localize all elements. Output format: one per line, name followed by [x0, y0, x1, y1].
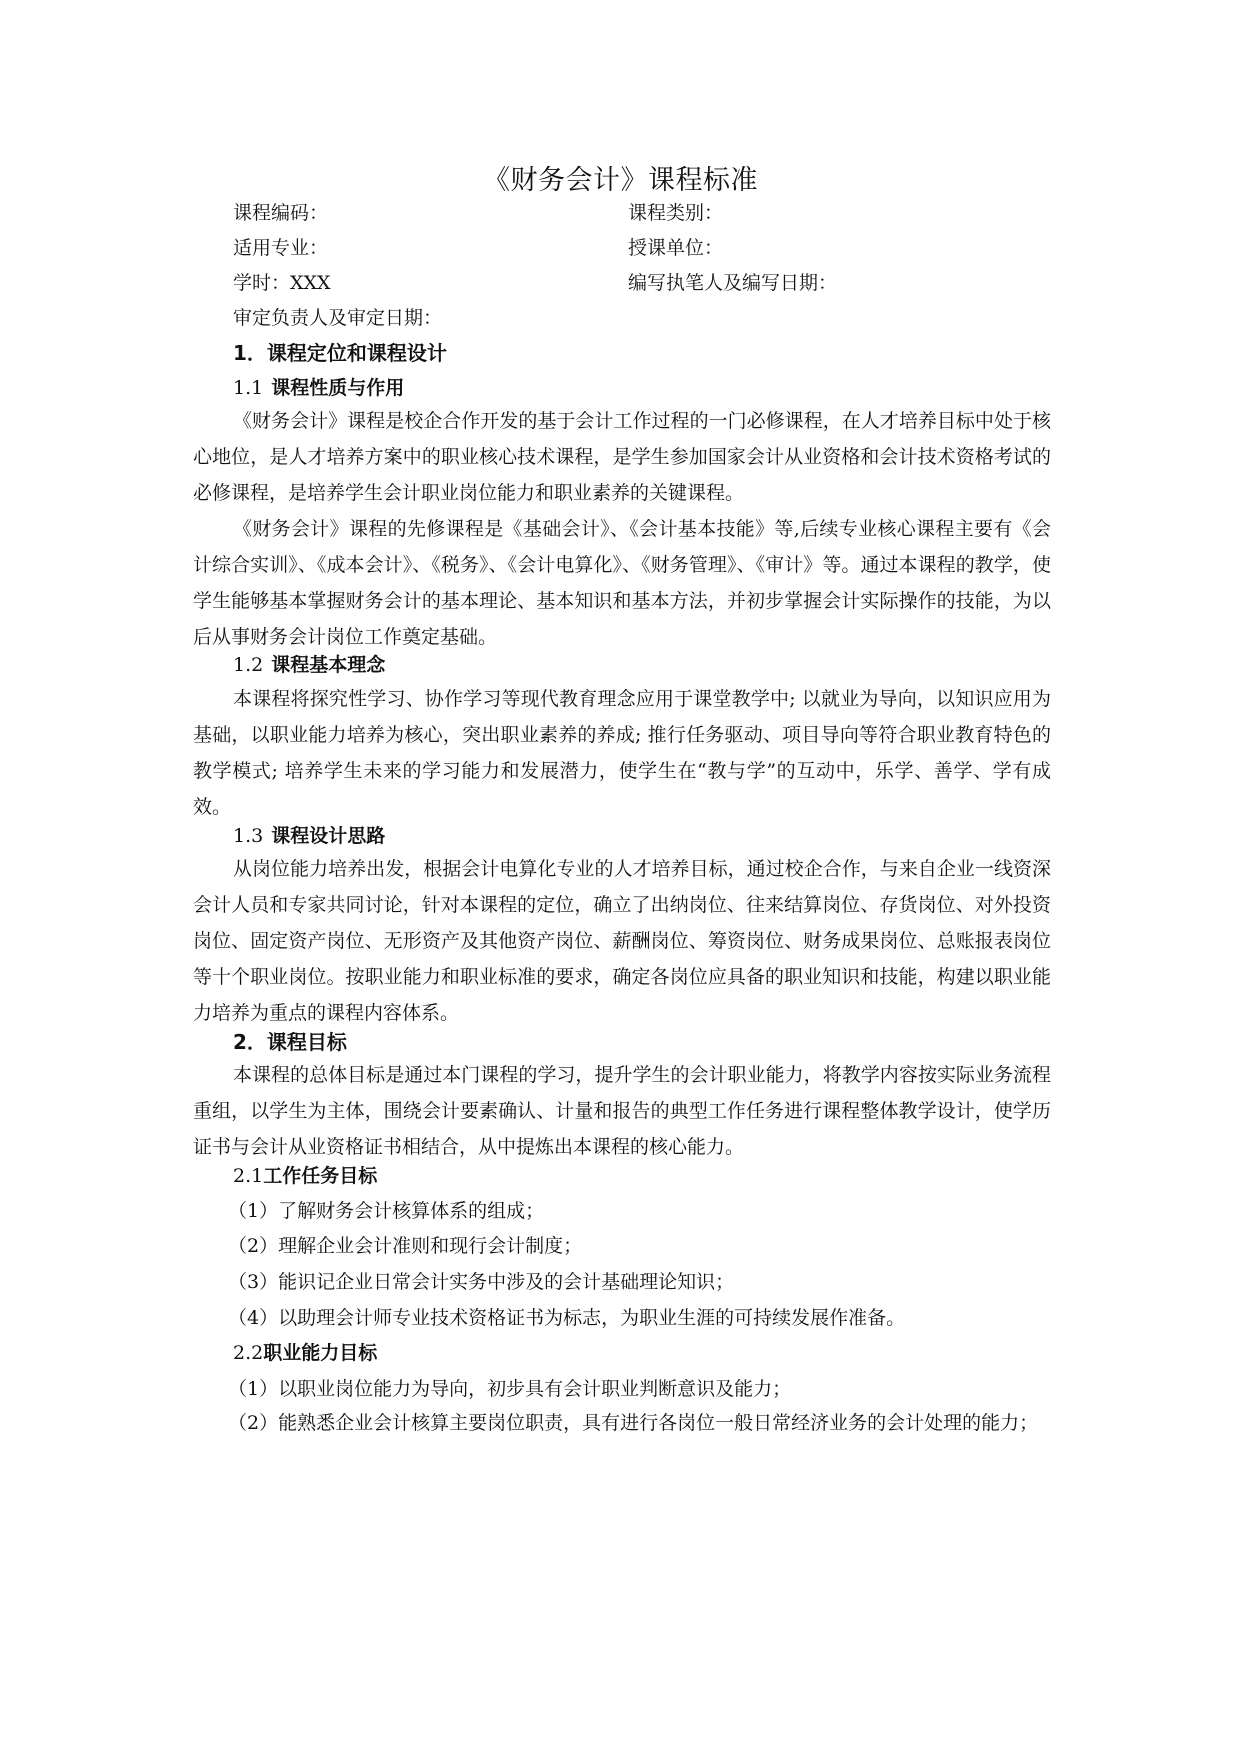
meta-course-category: 课程类别： — [628, 202, 724, 224]
subsection-number: 2.2 — [233, 1342, 264, 1364]
subsection-number: 1.2 — [233, 654, 264, 676]
list-item: （4）以助理会计师专业技术资格证书为标志，为职业生涯的可持续发展作准备。 — [228, 1307, 906, 1329]
subsection-number: 1.1 — [233, 377, 264, 399]
paragraph: 本课程的总体目标是通过本门课程的学习，提升学生的会计职业能力，将教学内容按实际业务流程重组，以学生为主体，围绕会计要素确认、计量和报告的典型工作任务进行课程整体教学设计，使学历证书与会计从业资格证书相结合，从中提炼出本课程的核心能力。 — [193, 1064, 1051, 1158]
paragraph: 从岗位能力培养出发，根据会计电算化专业的人才培养目标，通过校企合作，与来自企业一线资深会计人员和专家共同讨论，针对本课程的定位，确立了出纳岗位、往来结算岗位、存货岗位、对外投资岗位、固定资产岗位、无形资产及其他资产岗位、薪酬岗位、筹资岗位、财务成果岗位、总账报表岗位等十个职业岗位。按职业能力和职业标准的要求，确定各岗位应具备的职业知识和技能，构建以职业能力培养为重点的课程内容体系。 — [193, 858, 1051, 1024]
list-item: （1）了解财务会计核算体系的组成； — [228, 1200, 545, 1222]
subsection-heading — [233, 375, 404, 401]
meta-reviewer-date: 审定负责人及审定日期： — [233, 307, 443, 329]
meta-hours: 学时：XXX — [233, 272, 331, 294]
subsection-heading — [233, 823, 385, 849]
subsection-title: 职业能力目标 — [263, 1342, 378, 1364]
subsection-title: 课程基本理念 — [271, 654, 386, 676]
paragraph: 《财务会计》课程是校企合作开发的基于会计工作过程的一门必修课程，在人才培养目标中处于核心地位，是人才培养方案中的职业核心技术课程，是学生参加国家会计从业资格和会计技术资格考试的必修课程，是培养学生会计职业岗位能力和职业素养的关键课程。 — [193, 410, 1051, 504]
list-item: （2）能熟悉企业会计核算主要岗位职责，具有进行各岗位一般日常经济业务的会计处理的能力； — [228, 1412, 1039, 1434]
meta-teaching-unit: 授课单位： — [628, 237, 724, 259]
subsection-heading — [233, 1163, 377, 1189]
section-heading: 2．课程目标 — [233, 1030, 347, 1054]
subsection-number: 2.1 — [233, 1165, 264, 1187]
subsection-number: 1.3 — [233, 825, 264, 847]
subsection-heading — [233, 1340, 377, 1366]
document-title: 《财务会计》课程标准 — [483, 165, 758, 196]
paragraph: 本课程将探究性学习、协作学习等现代教育理念应用于课堂教学中; 以就业为导向，以知识应用为基础，以职业能力培养为核心，突出职业素养的养成; 推行任务驱动、项目导向等符合职业教育特色的教学模式; 培养学生未来的学习能力和发展潜力，使学生在“教与学”的互动中，乐学、善学、学有成效。 — [193, 688, 1051, 818]
subsection-title: 课程性质与作用 — [271, 377, 405, 399]
subsection-title: 课程设计思路 — [271, 825, 386, 847]
subsection-title: 工作任务目标 — [263, 1165, 378, 1187]
meta-author-date: 编写执笔人及编写日期： — [628, 272, 838, 294]
paragraph: 《财务会计》课程的先修课程是《基础会计》、《会计基本技能》等,后续专业核心课程主要有《会计综合实训》、《成本会计》、《税务》、《会计电算化》、《财务管理》、《审计》等。通过本课程的教学，使学生能够基本掌握财务会计的基本理论、基本知识和基本方法，并初步掌握会计实际操作的技能，为以后从事财务会计岗位工作奠定基础。 — [193, 518, 1051, 648]
subsection-heading — [233, 652, 385, 678]
section-heading: 1．课程定位和课程设计 — [233, 341, 447, 365]
list-item: （1）以职业岗位能力为导向，初步具有会计职业判断意识及能力； — [228, 1378, 792, 1400]
meta-major: 适用专业： — [233, 237, 329, 259]
list-item: （3）能识记企业日常会计实务中涉及的会计基础理论知识； — [228, 1271, 735, 1293]
meta-course-code: 课程编码： — [233, 202, 329, 224]
list-item: （2）理解企业会计准则和现行会计制度； — [228, 1235, 583, 1257]
